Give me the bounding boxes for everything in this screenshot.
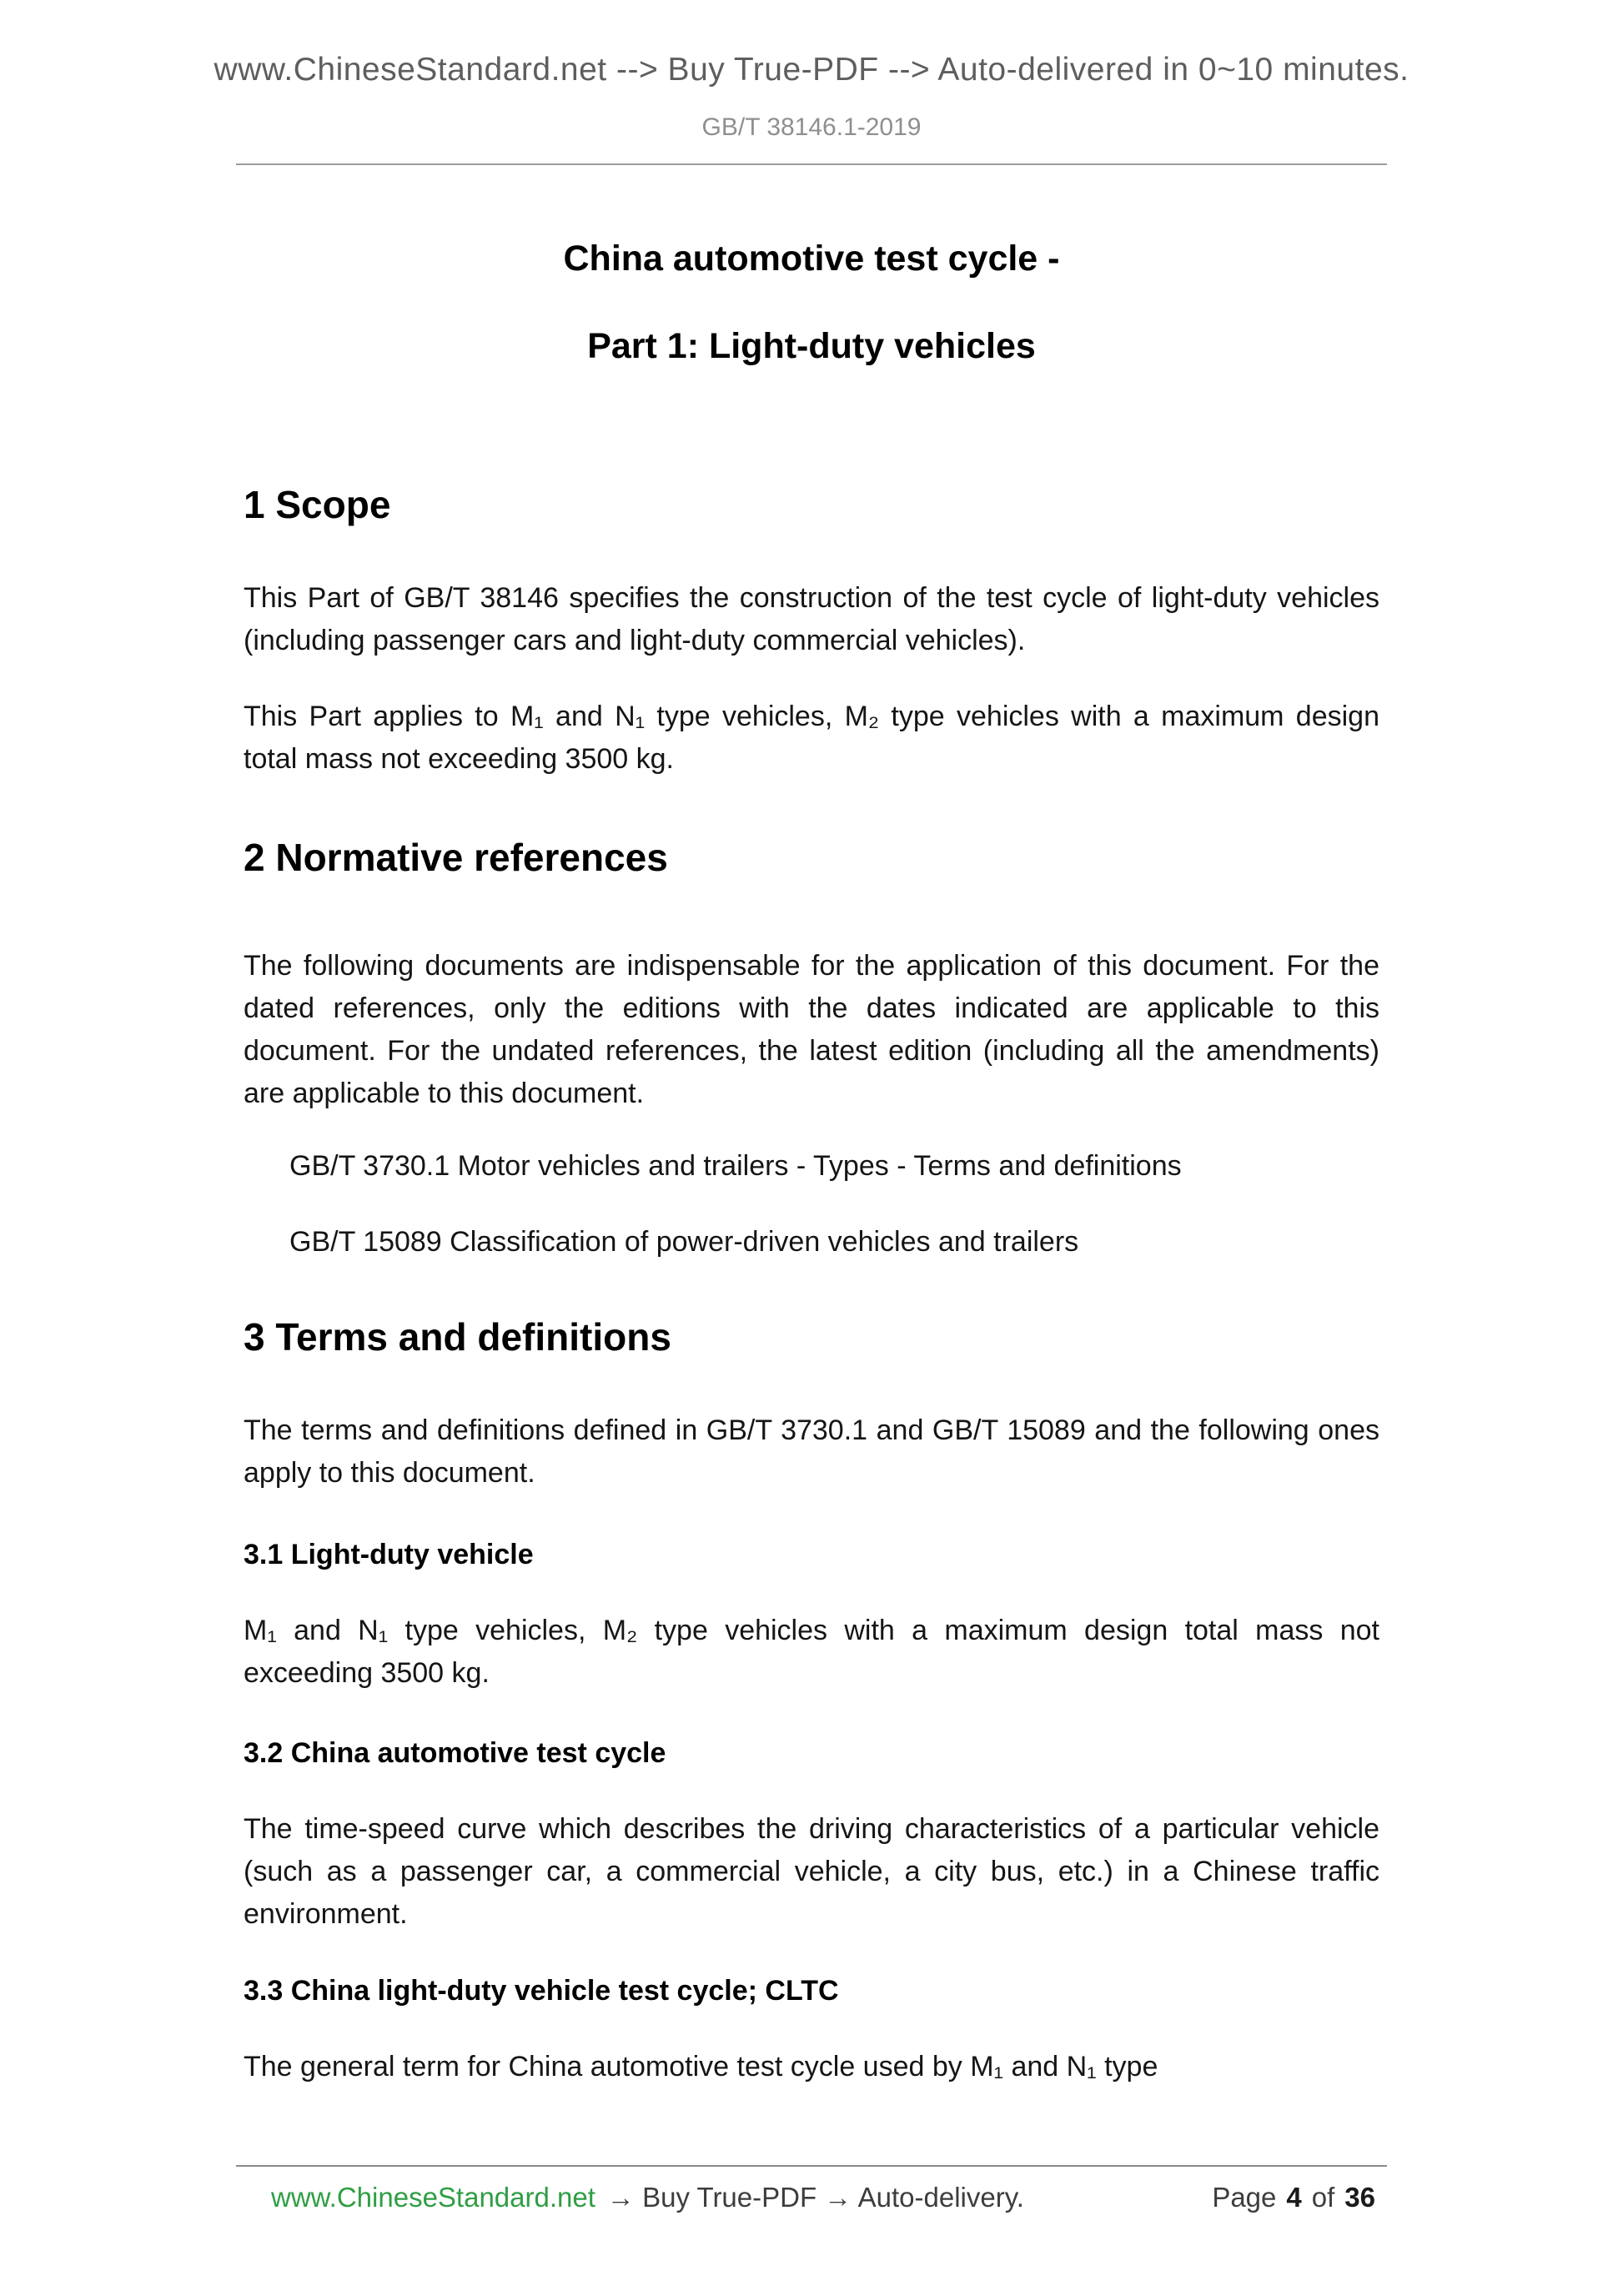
- subsection-3-1-body: M₁ and N₁ type vehicles, M₂ type vehicles with a maximum design total mass not exceeding 3500 kg.: [244, 1614, 1379, 1689]
- footer-tagline: → Buy True-PDF → Auto-delivery.: [606, 2182, 1024, 2213]
- normative-paragraph: The following documents are indispensable for the application of this document. For the dated references, only the editions with the dates indicated are applicable to this document. For the undated references, the latest edition (including all the amendments) are applicable to this document.: [244, 949, 1379, 1109]
- subsection-3-2-heading: 3.2 China automotive test cycle: [244, 1736, 666, 1769]
- reference-item-1: GB/T 3730.1 Motor vehicles and trailers - Types - Terms and definitions: [289, 1149, 1182, 1182]
- header-divider: [236, 163, 1387, 165]
- page-footer: [236, 2165, 1387, 2213]
- subsection-3-3-body: The general term for China automotive test cycle used by M₁ and N₁ type: [244, 2050, 1158, 2082]
- subsection-3-3-heading: 3.3 China light-duty vehicle test cycle; CLTC: [244, 1974, 839, 2007]
- footer-left-group: [271, 2182, 1024, 2213]
- document-title-line1: China automotive test cycle -: [563, 239, 1060, 279]
- page-label: Page: [1212, 2182, 1277, 2213]
- scope-paragraph-2: This Part applies to M₁ and N₁ type vehicles, M₂ type vehicles with a maximum design total mass not exceeding 3500 kg.: [244, 700, 1379, 775]
- footer-site-link[interactable]: www.ChineseStandard.net: [271, 2182, 595, 2213]
- section-scope-heading: 1 Scope: [244, 482, 391, 526]
- section-terms-heading: 3 Terms and definitions: [244, 1314, 671, 1359]
- purchase-banner: www.ChineseStandard.net --> Buy True-PDF --> Auto-delivered in 0~10 minutes.: [214, 52, 1409, 88]
- section-normative-heading: 2 Normative references: [244, 835, 668, 879]
- scope-paragraph-1: This Part of GB/T 38146 specifies the construction of the test cycle of light-duty vehicles (including passenger cars and light-duty commercial vehicles).: [244, 581, 1379, 656]
- subsection-3-2-body: The time-speed curve which describes the driving characteristics of a particular vehicle (such as a passenger car, a commercial vehicle, a city bus, etc.) in a Chinese traffic environment.: [244, 1812, 1379, 1930]
- page-of-label: of: [1311, 2182, 1335, 2213]
- page-total: 36: [1344, 2182, 1375, 2213]
- document-body: [244, 239, 1379, 2088]
- standard-number: GB/T 38146.1-2019: [701, 113, 922, 141]
- page-current: 4: [1286, 2182, 1302, 2213]
- document-title-line2: Part 1: Light-duty vehicles: [587, 326, 1036, 367]
- page-indicator: [1212, 2182, 1375, 2213]
- reference-item-2: GB/T 15089 Classification of power-driven vehicles and trailers: [289, 1225, 1079, 1258]
- subsection-3-1-heading: 3.1 Light-duty vehicle: [244, 1538, 534, 1570]
- terms-paragraph: The terms and definitions defined in GB/T 3730.1 and GB/T 15089 and the following ones apply to this document.: [244, 1414, 1379, 1489]
